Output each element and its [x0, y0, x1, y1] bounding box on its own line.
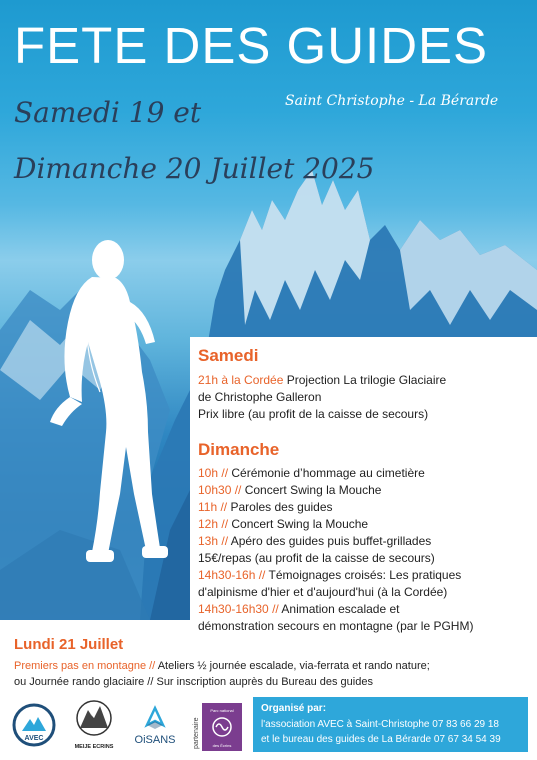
dimanche-item-time: 12h //	[198, 517, 232, 531]
dimanche-item	[198, 620, 473, 632]
lundi-line-1	[14, 660, 430, 672]
dimanche-item-time: 14h30-16h //	[198, 568, 269, 582]
partenaire-label	[188, 703, 202, 751]
poster-title: FETE DES GUIDES	[14, 17, 489, 74]
dimanche-item-text: Paroles des guides	[230, 500, 333, 514]
parc-line-1: Parc national	[210, 708, 234, 713]
samedi-heading: Samedi	[198, 346, 259, 365]
samedi-item	[198, 374, 446, 386]
partenaire-text: partenaire	[193, 717, 200, 749]
lundi-line-2: ou Journée rando glaciaire // Sur inscription auprès du Bureau des guides	[14, 676, 373, 688]
samedi-item	[198, 391, 321, 403]
meije-logo-text: MEIJE ECRINS	[74, 744, 114, 750]
dimanche-item-time: 14h30-16h30 //	[198, 602, 282, 616]
dimanche-item	[198, 518, 368, 530]
dimanche-item	[198, 603, 400, 615]
climber-silhouette	[30, 232, 180, 592]
dimanche-item	[198, 586, 447, 598]
lundi-heading: Lundi 21 Juillet	[14, 636, 124, 653]
dimanche-item-text: d'alpinisme d'hier et d'aujourd'hui (à la Cordée)	[198, 585, 448, 599]
dimanche-item-text: Apéro des guides puis buffet-grillades	[230, 534, 432, 548]
dimanche-item-time: 10h //	[198, 466, 232, 480]
dimanche-heading: Dimanche	[198, 440, 280, 459]
oisans-logo-icon	[130, 703, 180, 749]
samedi-item-time: 21h à la Cordée	[198, 373, 284, 387]
dimanche-item-text: Animation escalade et	[281, 602, 400, 616]
contact-box	[253, 697, 528, 752]
dimanche-item	[198, 501, 333, 513]
lundi-prefix: Premiers pas en montagne //	[14, 660, 158, 672]
dimanche-item	[198, 535, 431, 547]
dimanche-item-text: Cérémonie d’hommage au cimetière	[231, 466, 425, 480]
avec-logo-text: AVEC	[24, 735, 44, 742]
dimanche-item-time: 11h //	[198, 500, 231, 514]
parc-line-2: des Écrins	[212, 743, 232, 748]
contact-heading: Organisé par:	[261, 703, 327, 714]
samedi-item-text: Projection La trilogie Glaciaire	[283, 373, 447, 387]
dimanche-item-text: 15€/repas (au profit de la caisse de secours)	[198, 551, 435, 565]
dimanche-item	[198, 552, 435, 564]
dimanche-item	[198, 467, 425, 479]
meije-ecrins-logo-icon	[70, 698, 118, 752]
date-line-1: Samedi 19 et	[14, 96, 202, 129]
location-subtitle: Saint Christophe - La Bérarde	[285, 93, 499, 109]
contact-line: l'association AVEC à Saint-Christophe 07 83 66 29 18	[261, 719, 499, 730]
dimanche-item-text: Témoignages croisés: Les pratiques	[268, 568, 462, 582]
dimanche-item-text: démonstration secours en montagne (par le PGHM)	[198, 619, 474, 633]
lundi-text: Ateliers ½ journée escalade, via-ferrata et rando nature;	[157, 660, 430, 672]
samedi-item	[198, 408, 428, 420]
oisans-logo-text: OiSANS	[134, 734, 176, 746]
dimanche-item-text: Concert Swing la Mouche	[244, 483, 382, 497]
avec-logo-icon	[12, 703, 56, 747]
samedi-item-text: Prix libre (au profit de la caisse de secours)	[198, 407, 429, 421]
dimanche-item-time: 10h30 //	[198, 483, 245, 497]
dimanche-item	[198, 569, 461, 581]
dimanche-item-text: Concert Swing la Mouche	[231, 517, 369, 531]
parc-ecrins-logo-icon	[202, 703, 242, 751]
samedi-item-text: de Christophe Galleron	[198, 390, 322, 404]
dimanche-item-time: 13h //	[198, 534, 231, 548]
contact-line: et le bureau des guides de La Bérarde 07 67 34 54 39	[261, 734, 501, 745]
dimanche-item	[198, 484, 381, 496]
date-line-2: Dimanche 20 Juillet 2025	[14, 152, 375, 185]
